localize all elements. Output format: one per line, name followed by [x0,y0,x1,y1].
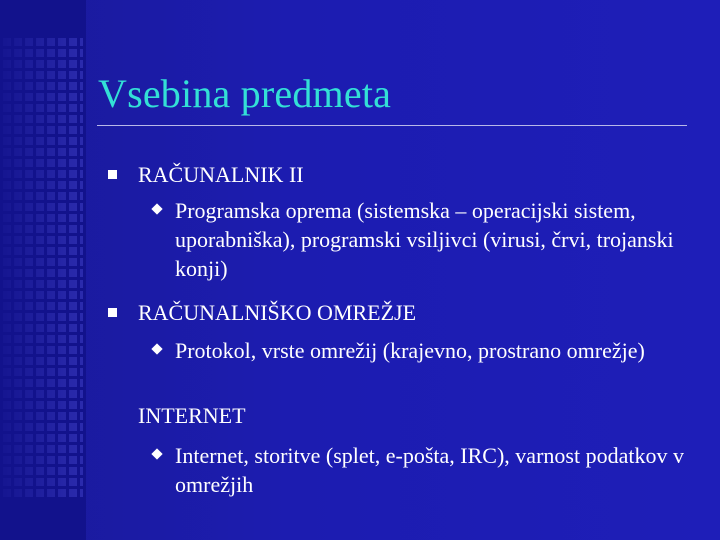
square-bullet-icon [108,170,117,179]
square-bullet-icon [108,308,117,317]
diamond-bullet-icon [151,343,162,354]
bullet-item-omrezje: RAČUNALNIŠKO OMREŽJE [138,300,417,325]
slide-title: Vsebina predmeta [98,71,392,116]
bullet-item-internet: INTERNET [138,403,246,428]
sub-item-internet-storitve: Internet, storitve (splet, e-pošta, IRC), varnost podatkov v omrežjih [175,443,684,497]
sub-item-protokol: Protokol, vrste omrežij (krajevno, prostrano omrežje) [175,338,645,363]
diamond-bullet-icon [151,448,162,459]
diamond-bullet-icon [151,203,162,214]
sub-item-programska-oprema: Programska oprema (sistemska – operacijski sistem, uporabniška), programski vsiljivci (virusi, črvi, trojanski konji) [175,198,674,281]
bullet-item-racunalnik: RAČUNALNIK II [138,162,304,187]
